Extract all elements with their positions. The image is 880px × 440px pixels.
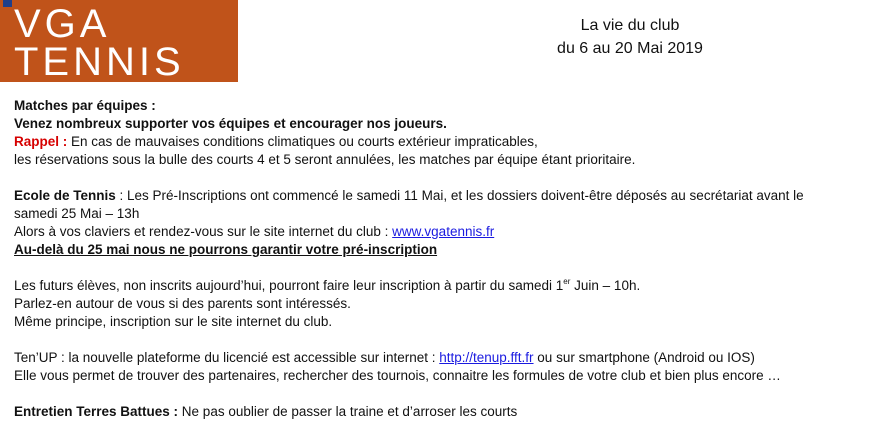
logo-badge-icon	[3, 0, 12, 7]
tenup-line	[14, 349, 874, 367]
tennis-school-line	[14, 187, 874, 205]
clay-maintenance-line	[14, 403, 874, 421]
tenup-description: Elle vous permet de trouver des partenaires, rechercher des tournois, connaitre les formules de votre club et bien plus encore …	[14, 368, 781, 383]
tenup-text: Ten’UP : la nouvelle plateforme du licencié est accessible sur internet :	[14, 350, 440, 365]
tennis-school-label: Ecole de Tennis	[14, 188, 116, 203]
tenup-smartphone-text: ou sur smartphone (Android ou IOS)	[533, 350, 755, 365]
newsletter-header	[500, 14, 760, 60]
preregistration-warning: Au-delà du 25 mai nous ne pourrons garantir votre pré-inscription	[14, 242, 438, 257]
logo-line-2: TENNIS	[14, 40, 185, 82]
parents-line: Parlez-en autour de vous si des parents sont intéressés.	[14, 296, 351, 311]
newsletter-body	[14, 97, 874, 421]
clay-maintenance-text: Ne pas oublier de passer la traine et d’arroser les courts	[178, 404, 518, 419]
reservation-note: les réservations sous la bulle des courts 4 et 5 seront annulées, les matches par équipe étant prioritaire.	[14, 152, 636, 167]
tenup-link[interactable]: http://tenup.fft.fr	[439, 350, 534, 365]
same-principle-line: Même principe, inscription sur le site internet du club.	[14, 314, 333, 329]
header-title: La vie du club	[580, 17, 680, 34]
header-dates: du 6 au 20 Mai 2019	[557, 40, 703, 57]
rappel-line	[14, 133, 874, 151]
clay-maintenance-label: Entretien Terres Battues :	[14, 404, 179, 419]
website-line	[14, 223, 874, 241]
website-text: Alors à vos claviers et rendez-vous sur le site internet du club :	[14, 224, 393, 239]
club-website-link[interactable]: www.vgatennis.fr	[392, 224, 495, 239]
tennis-school-text: : Les Pré-Inscriptions ont commencé le samedi 11 Mai, et les dossiers doivent-être déposés au secrétariat avant le	[115, 188, 804, 203]
team-matches-title: Matches par équipes :	[14, 98, 156, 113]
logo-line-1: VGA	[14, 2, 111, 46]
tennis-school-deadline: samedi 25 Mai – 13h	[14, 206, 140, 221]
club-logo	[0, 0, 238, 82]
rappel-label: Rappel :	[14, 134, 68, 149]
future-students-text: Les futurs élèves, non inscrits aujourd’hui, pourront faire leur inscription à partir du samedi 1	[14, 278, 564, 293]
rappel-text: En cas de mauvaises conditions climatiques ou courts extérieur impraticables,	[67, 134, 538, 149]
future-students-line	[14, 277, 874, 295]
ordinal-suffix: er	[563, 277, 571, 286]
future-students-date: Juin – 10h.	[570, 278, 641, 293]
team-matches-subtitle: Venez nombreux supporter vos équipes et encourager nos joueurs.	[14, 116, 447, 131]
